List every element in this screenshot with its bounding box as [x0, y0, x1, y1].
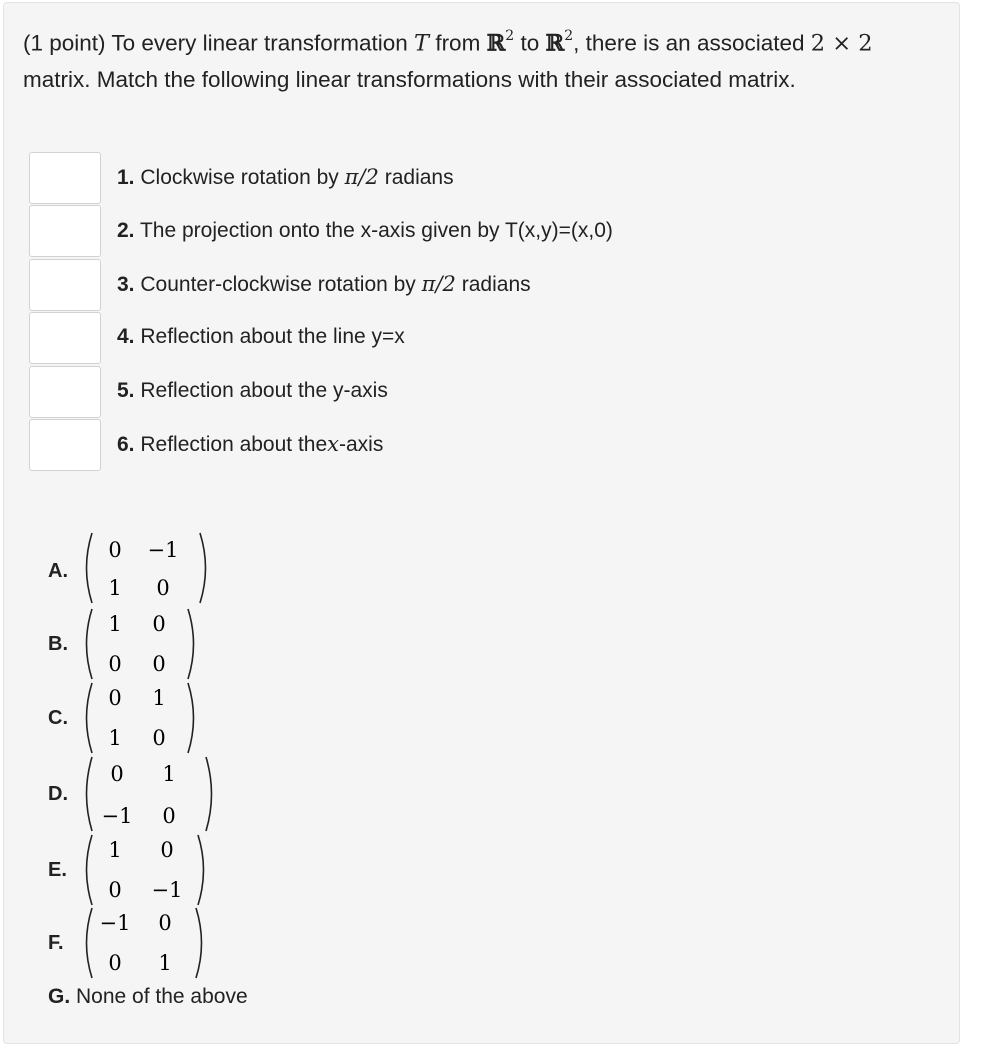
option-none — [48, 985, 248, 1009]
from-word: from — [435, 30, 481, 56]
right-paren-icon — [194, 905, 208, 981]
matrix-cell: −1 — [99, 911, 131, 935]
question-number: 4. — [117, 325, 135, 348]
answer-input-4[interactable] — [29, 312, 101, 364]
matrix-cell: 0 — [108, 878, 122, 902]
question-number: 3. — [117, 273, 135, 296]
matrix-cell: 0 — [158, 911, 172, 935]
problem-statement — [23, 21, 943, 97]
question-math: π/2 — [344, 165, 379, 189]
question-3 — [117, 271, 531, 298]
matrix-cell: 0 — [156, 576, 170, 600]
exponent-target: 2 — [564, 28, 574, 44]
option-label-e: E. — [48, 859, 67, 881]
left-paren-icon — [80, 754, 94, 834]
left-paren-icon — [80, 530, 94, 606]
matrix-cell: 1 — [108, 726, 122, 750]
question-4 — [117, 324, 405, 350]
left-paren-icon — [80, 606, 94, 682]
real-space-symbol-target: ℝ — [545, 30, 565, 57]
question-math: π/2 — [421, 272, 456, 296]
question-math: x — [327, 432, 339, 456]
question-2 — [117, 218, 613, 244]
matrix-cell: 0 — [108, 951, 122, 975]
right-paren-icon — [196, 832, 210, 908]
question-text-post: radians — [461, 273, 531, 296]
matrix-cell: 0 — [162, 804, 176, 828]
question-6 — [117, 431, 383, 458]
right-paren-icon — [198, 530, 212, 606]
matrix-cell: 1 — [158, 951, 172, 975]
answer-input-6[interactable] — [29, 419, 101, 471]
matrix-cell: −1 — [151, 878, 183, 902]
matrix-cell: 0 — [108, 538, 122, 562]
to-word: to — [520, 30, 540, 56]
left-paren-icon — [80, 905, 94, 981]
question-text: Reflection about the — [140, 433, 328, 456]
left-paren-icon — [80, 680, 94, 756]
question-number: 2. — [117, 219, 135, 242]
question-text-post: radians — [384, 166, 454, 189]
matrix-dimension: 2 × 2 — [810, 30, 873, 57]
question-number: 6. — [117, 433, 135, 456]
right-paren-icon — [186, 680, 200, 756]
matrix-cell: 0 — [152, 652, 166, 676]
exponent: 2 — [505, 28, 515, 44]
question-number: 5. — [117, 379, 135, 402]
matrix-cell: 0 — [160, 838, 174, 862]
question-text-post: -axis — [339, 433, 384, 456]
question-text: Counter-clockwise rotation by — [140, 273, 416, 296]
answer-input-5[interactable] — [29, 366, 101, 418]
question-5 — [117, 378, 388, 404]
matrix-cell: 0 — [152, 726, 166, 750]
t-variable: T — [414, 30, 430, 57]
option-label-a: A. — [48, 560, 68, 582]
matrix-cell: 0 — [110, 762, 124, 786]
answer-input-2[interactable] — [29, 205, 101, 257]
matrix-cell: 0 — [108, 652, 122, 676]
matrix-cell: 0 — [152, 612, 166, 636]
answer-input-3[interactable] — [29, 259, 101, 311]
question-text: Clockwise rotation by — [140, 166, 339, 189]
intro-rest: matrix. Match the following linear transformations with their associated matrix. — [23, 66, 796, 92]
matrix-cell: 1 — [162, 762, 176, 786]
intro-mid: , there is an associated — [573, 30, 805, 56]
matrix-cell: 1 — [108, 612, 122, 636]
right-paren-icon — [186, 606, 200, 682]
option-label-f: F. — [48, 932, 64, 954]
question-text: Reflection about the line y=x — [140, 325, 405, 348]
matrix-cell: 1 — [108, 838, 122, 862]
matrix-cell: −1 — [101, 804, 133, 828]
matrix-cell: 0 — [108, 686, 122, 710]
left-paren-icon — [80, 832, 94, 908]
question-1 — [117, 164, 454, 191]
right-paren-icon — [204, 754, 218, 834]
option-label-d: D. — [48, 783, 68, 805]
option-label-c: C. — [48, 707, 68, 729]
question-text: The projection onto the x-axis given by T(x,y)=(x,0) — [139, 219, 613, 242]
intro-lead: (1 point) To every linear transformation — [23, 30, 408, 56]
matrix-cell: 1 — [152, 686, 166, 710]
matrix-cell: −1 — [147, 538, 179, 562]
option-none-text: None of the above — [76, 985, 248, 1008]
real-space-symbol: ℝ — [486, 30, 506, 57]
answer-input-1[interactable] — [29, 152, 101, 204]
option-label-g: G. — [48, 985, 71, 1008]
question-text: Reflection about the y-axis — [140, 379, 388, 402]
matrix-cell: 1 — [108, 576, 122, 600]
option-label-b: B. — [48, 633, 68, 655]
question-number: 1. — [117, 166, 135, 189]
